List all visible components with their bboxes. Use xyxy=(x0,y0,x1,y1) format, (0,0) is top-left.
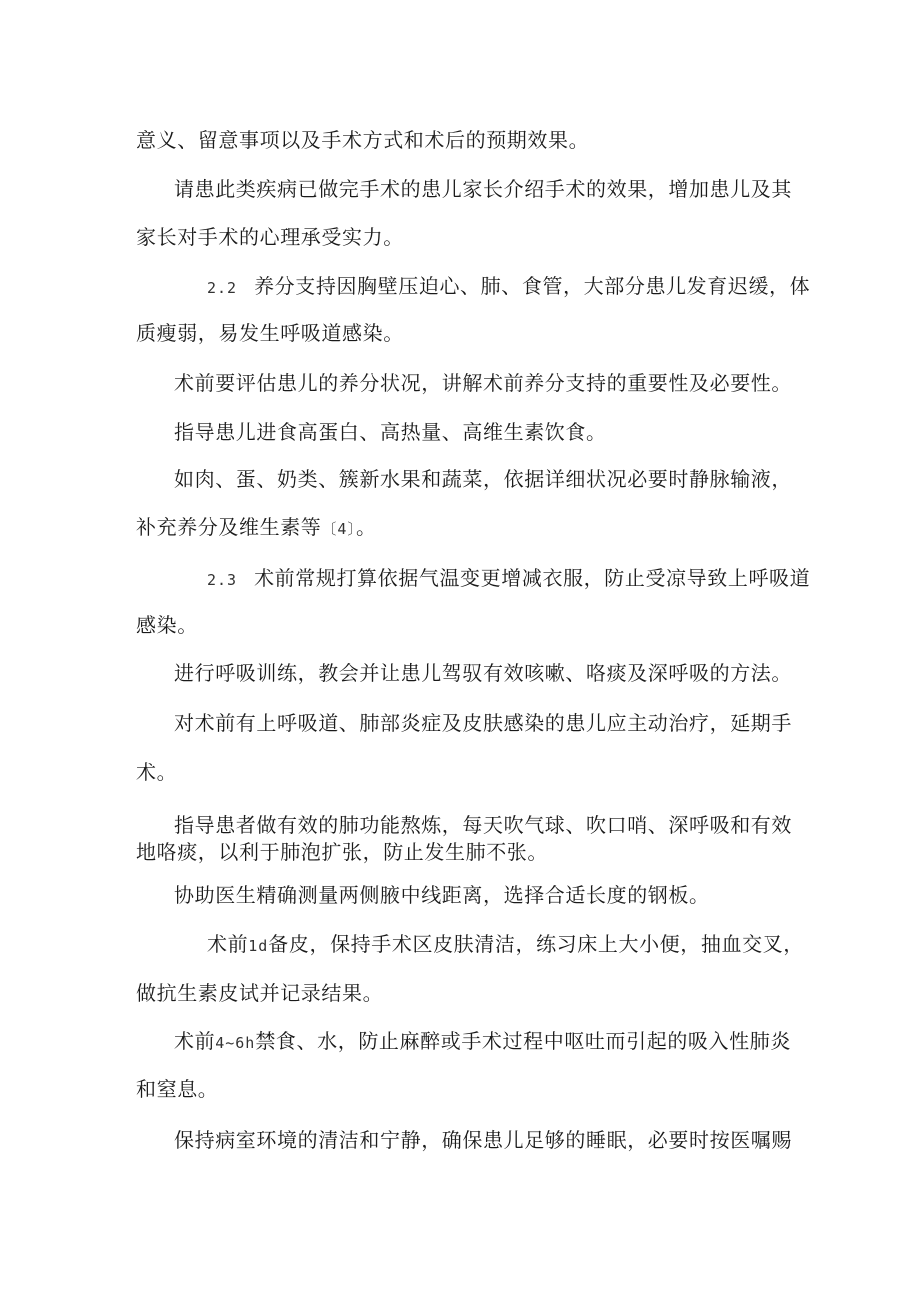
inline-number: 1d xyxy=(248,937,269,955)
paragraph-line: 感染。 xyxy=(136,613,198,637)
paragraph-line xyxy=(207,932,804,958)
text-span: 补充养分及维生素等 xyxy=(136,515,322,539)
paragraph-line: 如肉、蛋、奶类、簇新水果和蔬菜，依据详细状况必要时静脉输液， xyxy=(174,467,792,491)
paragraph-line: 地咯痰，以利于肺泡扩张，防止发生肺不张。 xyxy=(136,840,548,864)
paragraph-line: 做抗生素皮试并记录结果。 xyxy=(136,981,384,1005)
text-span: 术前 xyxy=(174,1029,216,1053)
paragraph-line: 家长对手术的心理承受实力。 xyxy=(136,225,404,249)
text-span: 备皮，保持手术区皮肤清洁，练习床上大小便，抽血交叉， xyxy=(268,932,804,956)
paragraph-line: 进行呼吸训练，教会并让患儿驾驭有效咳嗽、咯痰及深呼吸的方法。 xyxy=(174,661,792,685)
paragraph-line: 对术前有上呼吸道、肺部炎症及皮肤感染的患儿应主动治疗，延期手 xyxy=(174,711,792,735)
section-text: 术前常规打算依据气温变更增减衣服，防止受凉导致上呼吸道 xyxy=(254,566,811,590)
paragraph-line: 质瘦弱，易发生呼吸道感染。 xyxy=(136,321,404,345)
paragraph-line xyxy=(207,274,811,300)
text-span: 术前 xyxy=(207,932,249,956)
section-text: 养分支持因胸壁压迫心、肺、食管，大部分患儿发育迟缓，体 xyxy=(254,274,811,298)
paragraph-line: 和窒息。 xyxy=(136,1077,219,1101)
paragraph-line: 意义、留意事项以及手术方式和术后的预期效果。 xyxy=(136,128,590,152)
section-number: 2.3 xyxy=(207,571,238,589)
citation-ref: 〔4〕 xyxy=(321,520,356,538)
section-number: 2.2 xyxy=(207,279,238,297)
paragraph-line xyxy=(136,515,377,541)
paragraph-line xyxy=(174,1029,791,1055)
paragraph-line: 指导患儿进食高蛋白、高热量、高维生素饮食。 xyxy=(174,420,607,444)
paragraph-line: 术。 xyxy=(136,760,178,784)
paragraph-line: 指导患者做有效的肺功能熬炼，每天吹气球、吹口哨、深呼吸和有效 xyxy=(174,813,792,837)
paragraph-line: 术前要评估患儿的养分状况，讲解术前养分支持的重要性及必要性。 xyxy=(174,371,792,395)
paragraph-line: 请患此类疾病已做完手术的患儿家长介绍手术的效果，增加患儿及其 xyxy=(174,177,792,201)
text-span: 禁食、水，防止麻醉或手术过程中呕吐而引起的吸入性肺炎 xyxy=(255,1029,791,1053)
paragraph-line: 保持病室环境的清洁和宁静，确保患儿足够的睡眠，必要时按医嘱赐 xyxy=(174,1128,792,1152)
paragraph-line xyxy=(207,566,811,592)
paragraph-line: 协助医生精确测量两侧腋中线距离，选择合适长度的钢板。 xyxy=(174,883,710,907)
inline-number: 4~6h xyxy=(215,1034,256,1052)
text-span: 。 xyxy=(355,515,377,539)
